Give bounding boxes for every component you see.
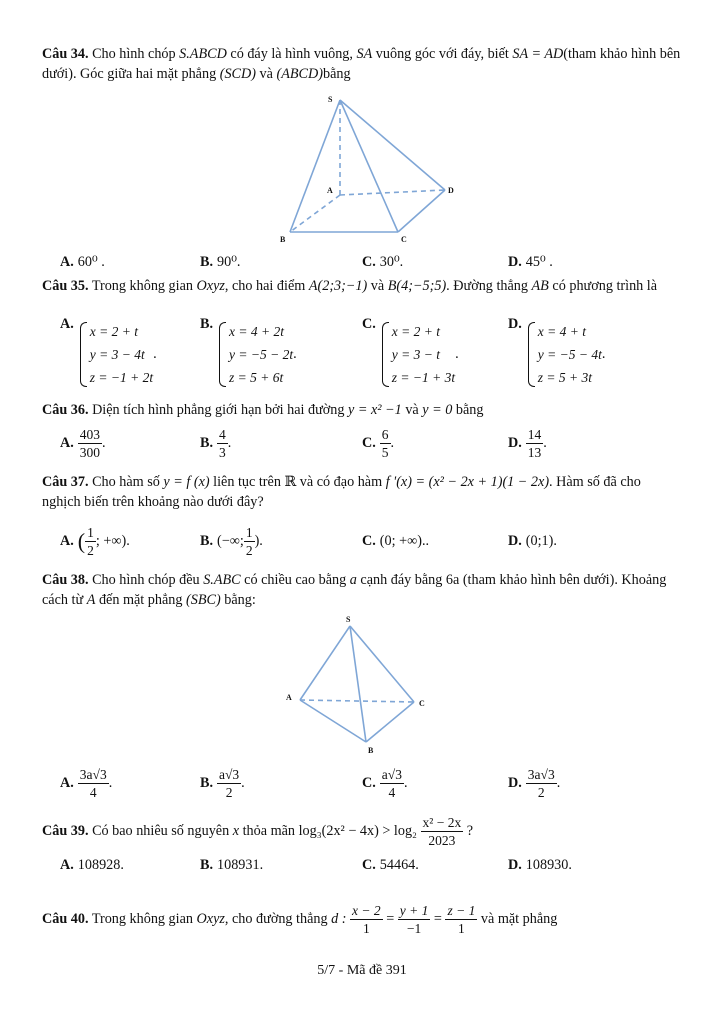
question-text: . Hàm số đã cho nghịch biến trên khoảng nào dưới đây?: [42, 474, 641, 510]
numerator: x − 2: [352, 903, 381, 918]
question-number: Câu 36.: [42, 402, 89, 418]
fraction: [217, 766, 241, 801]
edge-sc: [340, 100, 398, 232]
option-value: 108930.: [525, 857, 572, 873]
pyramid-sabcd-figure: [270, 92, 470, 252]
options-35: [60, 315, 700, 392]
question-39: [42, 814, 682, 849]
question-text: vuông góc với đáy, biết: [375, 46, 509, 62]
denominator: 1: [458, 921, 465, 936]
option-a[interactable]: [60, 426, 106, 461]
equation-line: x = 4 + 2t: [229, 324, 284, 339]
option-end: .: [403, 774, 408, 791]
equation-line: y = −5 − 2t: [229, 347, 294, 362]
math: SA: [356, 46, 373, 62]
question-36: [42, 400, 682, 420]
option-d[interactable]: [508, 426, 547, 461]
question-38: [42, 570, 682, 610]
math: ; +∞).: [95, 532, 130, 549]
option-label: A.: [60, 774, 74, 791]
option-a[interactable]: [60, 857, 124, 874]
edge-sb: [290, 100, 340, 232]
equation-system: [78, 320, 153, 389]
fraction: [526, 426, 544, 461]
option-label: D.: [508, 315, 522, 332]
question-text: có chiều cao bằng: [244, 572, 347, 588]
option-label: A.: [60, 532, 74, 549]
option-d[interactable]: [508, 254, 553, 271]
question-text: bằng: [322, 66, 351, 82]
fraction: [380, 766, 404, 801]
math: (SCD): [219, 66, 256, 82]
option-label: C.: [362, 315, 376, 332]
question-text: đến mặt phẳng: [98, 592, 183, 608]
equation-line: y = −5 − 4t: [537, 347, 602, 362]
question-number: Câu 34.: [42, 46, 89, 62]
option-c[interactable]: [362, 766, 408, 801]
option-value: (0; +∞)..: [379, 533, 430, 549]
math: SA = AD: [512, 46, 564, 62]
option-value: 30⁰.: [379, 254, 404, 270]
math: log₃(2x² − 4x) > log₂: [298, 822, 417, 839]
math: S.ABCD: [179, 46, 227, 62]
fraction: [380, 426, 391, 461]
numerator: 3a√3: [79, 767, 107, 782]
fraction: [217, 426, 228, 461]
option-label: D.: [508, 434, 522, 451]
denominator: 13: [527, 445, 542, 460]
option-value: 90⁰.: [217, 254, 241, 270]
fraction: [78, 766, 109, 801]
question-text: Diện tích hình phẳng giới hạn bởi hai đường: [92, 402, 345, 418]
option-end: .: [601, 345, 606, 362]
page-footer: 5/7 - Mã đề 391: [317, 963, 407, 978]
denominator: 3: [219, 445, 226, 460]
denominator: 4: [388, 785, 396, 800]
question-text: , cho đường thẳng: [224, 910, 328, 927]
edge-sb: [350, 626, 366, 742]
option-d[interactable]: [508, 315, 606, 389]
option-b[interactable]: [200, 426, 231, 461]
option-b[interactable]: [200, 315, 297, 389]
denominator: 2: [245, 543, 253, 558]
option-value: 45⁰ .: [525, 254, 553, 270]
option-label: C.: [362, 434, 376, 451]
equation-system: [217, 320, 293, 389]
vertex-label-b: B: [280, 235, 286, 244]
option-a[interactable]: [60, 524, 130, 559]
option-label: A.: [60, 315, 74, 332]
numerator: a√3: [219, 767, 240, 782]
option-label: B.: [200, 857, 214, 873]
option-label: C.: [362, 774, 376, 791]
option-b[interactable]: [200, 857, 263, 874]
question-text: và: [259, 66, 273, 82]
option-label: C.: [362, 533, 376, 549]
math: (: [77, 528, 86, 554]
question-text: có đáy là hình vuông,: [230, 46, 353, 62]
edge-sa: [300, 626, 350, 700]
option-value: 60⁰ .: [77, 254, 105, 270]
math: (−∞;: [217, 532, 244, 549]
numerator: 1: [87, 525, 94, 540]
fraction: [85, 524, 96, 559]
math: f '(x) = (x² − 2x + 1)(1 − 2x): [385, 474, 550, 490]
fraction: [398, 902, 431, 937]
math: Oxyz: [196, 278, 225, 294]
option-end: .: [153, 345, 157, 362]
option-label: B.: [200, 774, 214, 791]
numerator: y + 1: [399, 903, 429, 918]
equals-sign: =: [386, 910, 395, 927]
option-end: .: [102, 434, 106, 451]
option-end: .: [455, 345, 459, 362]
option-c[interactable]: [362, 315, 459, 389]
question-text: Cho hình chóp: [92, 46, 176, 62]
numerator: 14: [527, 427, 542, 442]
question-text: Cho hàm số: [92, 474, 160, 490]
math: (SBC): [186, 592, 221, 608]
question-40: [42, 902, 682, 937]
equation-line: z = −1 + 2t: [89, 370, 154, 385]
question-text: , cho hai điểm: [224, 278, 306, 294]
question-text: cạnh đáy bằng 6a (tham khảo hình bên dưới). Khoảng cách từ: [42, 572, 667, 608]
option-value: 108931.: [217, 857, 264, 873]
option-label: D.: [508, 774, 522, 791]
option-label: C.: [362, 254, 376, 270]
denominator: 4: [89, 785, 97, 800]
option-end: .: [227, 434, 232, 451]
option-label: D.: [508, 254, 522, 270]
denominator: 1: [362, 921, 370, 936]
equation-line: y = 3 − t: [391, 347, 441, 362]
question-text: . Đường thẳng: [446, 278, 528, 294]
options-38: [60, 766, 700, 806]
numerator: a√3: [381, 767, 402, 782]
option-label: A.: [60, 857, 74, 873]
pyramid-sabc-figure: [282, 612, 442, 758]
option-b[interactable]: [200, 766, 245, 801]
option-d[interactable]: [508, 766, 560, 801]
option-label: A.: [60, 254, 74, 270]
question-number: Câu 40.: [42, 910, 89, 927]
options-36: [60, 426, 700, 466]
denominator: 300: [79, 445, 101, 460]
option-label: B.: [200, 434, 214, 451]
equation-system: [380, 320, 455, 389]
option-label: B.: [200, 254, 214, 270]
vertex-label-a: A: [286, 693, 292, 702]
question-text: bằng: [455, 402, 484, 418]
numerator: z − 1: [447, 903, 476, 918]
option-d[interactable]: [508, 533, 557, 550]
question-number: Câu 35.: [42, 278, 89, 294]
question-text: liên tục trên ℝ và có đạo hàm: [213, 474, 383, 490]
numerator: 4: [219, 427, 226, 442]
equation-line: x = 2 + t: [89, 324, 139, 339]
vertex-label-d: D: [448, 186, 454, 195]
fraction: [244, 524, 255, 559]
option-end: .: [293, 345, 297, 362]
question-text: Có bao nhiêu số nguyên: [92, 822, 230, 839]
vertex-label-c: C: [401, 235, 407, 244]
edge-sd: [340, 100, 445, 190]
math: y = x² −1: [348, 402, 402, 418]
question-number: Câu 38.: [42, 572, 89, 588]
math: d :: [331, 910, 347, 927]
option-end: .: [556, 774, 561, 791]
question-number: Câu 39.: [42, 822, 89, 839]
math: x: [232, 822, 240, 839]
edge-ab: [300, 700, 366, 742]
question-37: [42, 472, 682, 512]
vertex-label-b: B: [368, 746, 374, 755]
denominator: 2: [537, 785, 545, 800]
edge-cd: [398, 190, 445, 232]
edge-ad: [340, 190, 445, 195]
vertex-label-c: C: [419, 699, 425, 708]
math: Oxyz: [196, 910, 225, 927]
options-37: [60, 524, 700, 564]
math: (ABCD): [276, 66, 323, 82]
option-c[interactable]: [362, 857, 419, 874]
question-text: Cho hình chóp đều: [92, 572, 200, 588]
equation-line: x = 4 + t: [537, 324, 587, 339]
numerator: x² − 2x: [422, 815, 462, 830]
option-label: B.: [200, 315, 214, 332]
question-number: Câu 37.: [42, 474, 89, 490]
option-label: C.: [362, 857, 376, 873]
question-34: [42, 44, 682, 84]
vertex-label-a: A: [327, 186, 333, 195]
fraction: [526, 766, 557, 801]
equation-line: z = 5 + 3t: [537, 370, 593, 385]
denominator: 2: [87, 543, 94, 558]
option-a[interactable]: [60, 254, 105, 271]
equation-line: x = 2 + t: [391, 324, 441, 339]
option-label: B.: [200, 532, 214, 549]
vertex-label-s: S: [328, 95, 333, 104]
question-text: Trong không gian: [91, 910, 193, 927]
equals-sign: =: [433, 910, 442, 927]
math: A: [86, 592, 96, 608]
question-text: (tham khảo hình bên dưới). Góc giữa hai mặt phẳng: [42, 46, 681, 82]
math: a: [349, 572, 357, 588]
option-d[interactable]: [508, 857, 572, 874]
question-35: [42, 276, 682, 296]
fraction: [421, 814, 464, 849]
option-end: .: [108, 774, 113, 791]
math: AB: [531, 278, 549, 294]
option-end: .: [390, 434, 395, 451]
math: S.ABC: [203, 572, 241, 588]
equation-line: z = −1 + 3t: [391, 370, 456, 385]
edge-bc: [366, 702, 414, 742]
option-label: D.: [508, 857, 522, 873]
question-text: có phương trình là: [552, 278, 658, 294]
fraction: [445, 902, 477, 937]
numerator: 3a√3: [527, 767, 555, 782]
option-c[interactable]: [362, 254, 403, 271]
fraction: [350, 902, 383, 937]
equation-line: y = 3 − 4t: [89, 347, 145, 362]
math: B(4;−5;5): [387, 278, 447, 294]
numerator: 1: [245, 525, 253, 540]
edge-ac: [300, 700, 414, 702]
question-text: bằng:: [224, 592, 256, 608]
math: ).: [254, 532, 263, 549]
denominator: 2023: [428, 833, 456, 848]
vertex-label-s: S: [346, 615, 351, 624]
numerator: 403: [79, 427, 101, 442]
math: A(2;3;−1): [308, 278, 368, 294]
numerator: 6: [381, 427, 389, 442]
option-c[interactable]: [362, 426, 394, 461]
denominator: −1: [406, 921, 422, 936]
fraction: [78, 426, 102, 461]
question-text: Trong không gian: [91, 278, 193, 294]
math: y = f (x): [163, 474, 210, 490]
denominator: 2: [225, 785, 233, 800]
equation-system: [526, 320, 602, 389]
option-value: 108928.: [77, 857, 124, 873]
option-b[interactable]: [200, 524, 263, 559]
denominator: 5: [381, 445, 389, 460]
question-text: thỏa mãn: [242, 822, 296, 839]
option-value: 54464.: [379, 857, 419, 873]
question-text: và: [370, 278, 385, 294]
option-c[interactable]: [362, 533, 429, 550]
math: y = 0: [422, 402, 453, 418]
options-39: [60, 857, 700, 887]
question-text: và mặt phẳng: [480, 910, 558, 927]
option-a[interactable]: [60, 315, 157, 389]
option-end: .: [241, 774, 245, 791]
option-value: (0;1).: [525, 533, 557, 549]
question-text: và: [405, 402, 419, 418]
option-label: A.: [60, 434, 74, 451]
equation-line: z = 5 + 6t: [229, 370, 284, 385]
option-a[interactable]: [60, 766, 112, 801]
option-b[interactable]: [200, 254, 240, 271]
question-text: ?: [466, 822, 474, 839]
option-end: .: [543, 434, 547, 451]
option-label: D.: [508, 533, 522, 549]
